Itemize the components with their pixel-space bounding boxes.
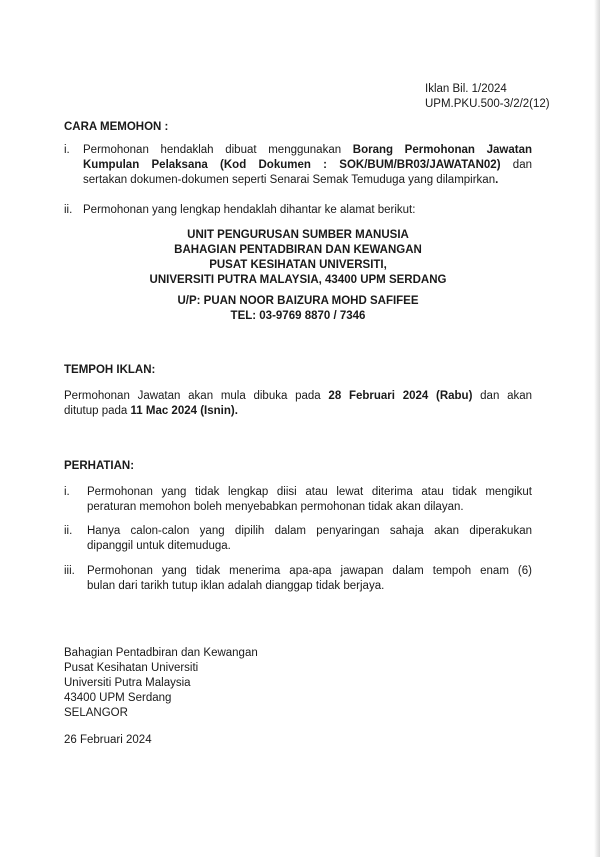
item-number: ii.	[64, 525, 73, 537]
item-number: ii.	[64, 204, 73, 216]
perhatian-heading: PERHATIAN:	[64, 460, 135, 472]
item-number: i.	[64, 486, 70, 498]
close-date-bold: 11 Mac 2024 (Isnin).	[130, 405, 238, 417]
address-line: BAHAGIAN PENTADBIRAN DAN KEWANGAN	[174, 244, 422, 256]
address-line: UNIT PENGURUSAN SUMBER MANUSIA	[187, 229, 409, 241]
text-line: peraturan memohon boleh menyebabkan permohonan tidak akan dilayan.	[87, 501, 464, 513]
signature-line: 43400 UPM Serdang	[64, 692, 172, 704]
cara-memohon-heading: CARA MEMOHON :	[64, 121, 169, 133]
text-run: dan	[500, 159, 532, 171]
reference-block	[425, 82, 595, 112]
item-number: iii.	[64, 565, 75, 577]
text-run: ditutup pada	[64, 405, 131, 417]
advert-number: Iklan Bil. 1/2024	[425, 83, 507, 95]
item-number: i.	[64, 144, 70, 156]
text-run: dan akan	[472, 390, 533, 402]
document-code-bold: Kumpulan Pelaksana (Kod Dokumen : SOK/BUM/BR03/JAWATAN02)	[83, 159, 501, 171]
item-text	[83, 143, 532, 188]
item-text	[87, 564, 532, 594]
text-run: Permohonan Jawatan akan mula dibuka pada	[64, 390, 329, 402]
file-reference: UPM.PKU.500-3/2/2(12)	[425, 98, 550, 110]
address-line: PUSAT KESIHATAN UNIVERSITI,	[209, 259, 387, 271]
text-line: dipanggil untuk ditemuduga.	[87, 540, 231, 552]
page-edge-shadow	[594, 0, 600, 857]
signature-block	[64, 646, 364, 721]
text-line: bulan dari tarikh tutup iklan adalah dianggap tidak berjaya.	[87, 580, 385, 592]
text-run: Permohonan hendaklah dibuat menggunakan	[83, 144, 353, 156]
signature-line: Universiti Putra Malaysia	[64, 677, 191, 689]
signature-line: Pusat Kesihatan Universiti	[64, 662, 199, 674]
signature-line: Bahagian Pentadbiran dan Kewangan	[64, 647, 258, 659]
signature-line: SELANGOR	[64, 707, 128, 719]
tempoh-iklan-text	[64, 389, 532, 419]
tempoh-iklan-heading: TEMPOH IKLAN:	[64, 364, 156, 376]
contact-block	[64, 294, 532, 324]
text-line: Permohonan yang tidak menerima apa-apa jawapan dalam tempoh enam (6)	[87, 565, 532, 577]
form-name-bold: Borang Permohonan Jawatan	[352, 144, 532, 156]
open-date-bold: 28 Februari 2024 (Rabu)	[328, 390, 473, 402]
mailing-address	[64, 228, 532, 288]
text-line: Permohonan yang tidak lengkap diisi atau lewat diterima atau tidak mengikut	[87, 486, 532, 498]
contact-phone: TEL: 03-9769 8870 / 7346	[230, 310, 366, 322]
item-text	[87, 524, 532, 554]
item-text: Permohonan yang lengkap hendaklah dihantar ke alamat berikut:	[83, 204, 416, 216]
text-run: .	[495, 174, 499, 186]
contact-person: U/P: PUAN NOOR BAIZURA MOHD SAFIFEE	[177, 295, 419, 307]
item-text	[87, 485, 532, 515]
text-line: Hanya calon-calon yang dipilih dalam penyaringan sahaja akan diperakukan	[87, 525, 532, 537]
text-run: sertakan dokumen-dokumen seperti Senarai Semak Temuduga yang dilampirkan	[83, 174, 496, 186]
address-line: UNIVERSITI PUTRA MALAYSIA, 43400 UPM SERDANG	[149, 274, 447, 286]
issue-date: 26 Februari 2024	[64, 734, 152, 746]
